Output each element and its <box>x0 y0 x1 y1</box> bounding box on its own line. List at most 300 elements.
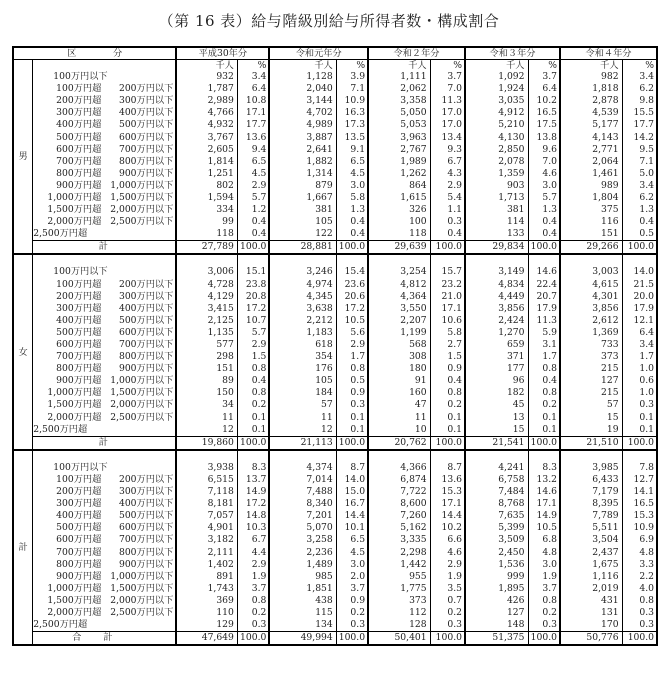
table-row <box>13 351 657 363</box>
count-cell: 4,901 <box>176 522 237 534</box>
bracket-to: 700万円以下 <box>118 143 174 155</box>
bracket-label <box>33 119 177 131</box>
pct-cell: 10.7 <box>237 315 269 327</box>
pct-cell: 2.7 <box>430 339 465 351</box>
pct-cell: 1.9 <box>237 571 269 583</box>
pct-cell: 1.2 <box>237 204 269 216</box>
pct-cell: 15.0 <box>336 486 368 498</box>
bracket-from: 300万円超 <box>56 498 102 510</box>
count-cell: 4,374 <box>269 462 336 474</box>
total-count-cell: 21,541 <box>465 436 528 450</box>
pct-cell: 0.3 <box>237 619 269 632</box>
bracket-label <box>33 266 177 278</box>
count-cell: 5,162 <box>368 522 430 534</box>
bracket-from: 700万円超 <box>56 546 102 558</box>
bracket-label <box>33 387 177 399</box>
unit-row <box>13 60 657 72</box>
bracket-to: 500万円以下 <box>118 314 174 326</box>
pct-cell: 17.7 <box>237 119 269 131</box>
count-cell: 1,667 <box>269 192 336 204</box>
total-count-cell: 29,639 <box>368 241 430 255</box>
pct-cell: 6.5 <box>237 156 269 168</box>
count-cell: 7,057 <box>176 510 237 522</box>
pct-cell: 3.4 <box>622 339 657 351</box>
count-cell: 4,129 <box>176 291 237 303</box>
bracket-to: 700万円以下 <box>118 534 174 546</box>
pct-cell: 5.7 <box>237 327 269 339</box>
table-row <box>13 498 657 510</box>
count-cell: 170 <box>560 619 622 632</box>
pct-cell: 0.2 <box>430 607 465 619</box>
count-cell: 114 <box>465 216 528 228</box>
count-cell: 1,442 <box>368 559 430 571</box>
count-cell: 4,539 <box>560 107 622 119</box>
pct-cell: 0.3 <box>622 619 657 632</box>
count-cell: 15 <box>560 412 622 424</box>
pct-cell: 7.8 <box>622 462 657 474</box>
total-pct-cell: 100.0 <box>237 241 269 255</box>
bracket-to: 2,000万円以下 <box>110 399 174 411</box>
pct-cell: 20.8 <box>237 291 269 303</box>
unit-pct: % <box>430 60 465 72</box>
bracket-from: 100万円以下 <box>53 266 108 278</box>
total-count-cell: 19,860 <box>176 436 237 450</box>
count-cell: 34 <box>176 399 237 411</box>
pct-cell: 1.1 <box>430 204 465 216</box>
bracket-to: 1,500万円以下 <box>110 387 174 399</box>
bracket-label <box>33 498 177 510</box>
unit-count <box>560 254 622 266</box>
total-pct-cell: 100.0 <box>528 436 560 450</box>
bracket-from: 600万円超 <box>56 143 102 155</box>
count-cell: 4,345 <box>269 291 336 303</box>
count-cell: 373 <box>368 595 430 607</box>
bracket-label <box>33 571 177 583</box>
count-cell: 1,787 <box>176 83 237 95</box>
pct-cell: 0.3 <box>336 619 368 632</box>
table-row <box>13 595 657 607</box>
pct-cell: 10.6 <box>430 315 465 327</box>
count-cell: 10 <box>368 424 430 437</box>
pct-cell: 5.7 <box>528 192 560 204</box>
bracket-to: 1,000万円以下 <box>110 375 174 387</box>
total-count-cell: 27,789 <box>176 241 237 255</box>
count-cell: 128 <box>368 619 430 632</box>
bracket-from: 600万円超 <box>56 534 102 546</box>
bracket-from: 900万円超 <box>56 179 102 191</box>
count-cell: 6,758 <box>465 474 528 486</box>
count-cell: 8,340 <box>269 498 336 510</box>
unit-count <box>269 254 336 266</box>
bracket-to: 300万円以下 <box>118 290 174 302</box>
count-cell: 1,594 <box>176 192 237 204</box>
count-cell: 4,812 <box>368 279 430 291</box>
pct-cell: 23.2 <box>430 279 465 291</box>
bracket-label <box>33 399 177 411</box>
pct-cell: 0.2 <box>237 399 269 411</box>
unit-count: 千人 <box>176 60 237 72</box>
bracket-to: 300万円以下 <box>118 95 174 107</box>
pct-cell: 4.5 <box>336 168 368 180</box>
count-cell: 982 <box>560 71 622 83</box>
bracket-label <box>33 291 177 303</box>
count-cell: 1,675 <box>560 559 622 571</box>
count-cell: 932 <box>176 71 237 83</box>
count-cell: 5,210 <box>465 119 528 131</box>
year-header: 令和３年分 <box>465 47 560 60</box>
count-cell: 4,241 <box>465 462 528 474</box>
pct-cell: 0.4 <box>430 228 465 241</box>
unit-count: 千人 <box>560 60 622 72</box>
count-cell: 182 <box>465 387 528 399</box>
bracket-label <box>33 279 177 291</box>
pct-cell: 21.5 <box>622 279 657 291</box>
bracket-label <box>33 204 177 216</box>
pct-cell: 0.4 <box>237 216 269 228</box>
pct-cell: 0.8 <box>430 387 465 399</box>
count-cell: 4,728 <box>176 279 237 291</box>
count-cell: 4,834 <box>465 279 528 291</box>
pct-cell: 3.4 <box>237 71 269 83</box>
count-cell: 618 <box>269 339 336 351</box>
pct-cell: 23.8 <box>237 279 269 291</box>
bracket-from: 200万円超 <box>56 290 102 302</box>
count-cell: 7,118 <box>176 486 237 498</box>
bracket-to: 900万円以下 <box>118 363 174 375</box>
count-cell: 1,359 <box>465 168 528 180</box>
table-row <box>13 474 657 486</box>
pct-cell: 17.7 <box>622 119 657 131</box>
count-cell: 1,199 <box>368 327 430 339</box>
pct-cell: 15.4 <box>336 266 368 278</box>
bracket-from: 400万円超 <box>56 314 102 326</box>
count-cell: 802 <box>176 180 237 192</box>
total-count-cell: 29,834 <box>465 241 528 255</box>
pct-cell: 4.0 <box>622 583 657 595</box>
pct-cell: 2.2 <box>622 571 657 583</box>
count-cell: 381 <box>269 204 336 216</box>
pct-cell: 8.7 <box>336 462 368 474</box>
pct-cell: 0.1 <box>336 412 368 424</box>
salary-distribution-table <box>12 46 658 646</box>
pct-cell: 1.3 <box>622 204 657 216</box>
table-row <box>13 462 657 474</box>
unit-pct <box>528 254 560 266</box>
count-cell: 1,183 <box>269 327 336 339</box>
count-cell: 105 <box>269 375 336 387</box>
pct-cell: 1.7 <box>622 351 657 363</box>
count-cell: 15 <box>465 424 528 437</box>
bracket-label <box>33 619 177 632</box>
count-cell: 6,433 <box>560 474 622 486</box>
count-cell: 4,989 <box>269 119 336 131</box>
count-cell: 110 <box>176 607 237 619</box>
bracket-label <box>33 559 177 571</box>
pct-cell: 0.8 <box>336 363 368 375</box>
pct-cell: 16.5 <box>622 498 657 510</box>
pct-cell: 1.7 <box>336 351 368 363</box>
bracket-to: 700万円以下 <box>118 339 174 351</box>
count-cell: 3,254 <box>368 266 430 278</box>
bracket-label <box>33 315 177 327</box>
pct-cell: 0.2 <box>430 399 465 411</box>
pct-cell: 10.2 <box>528 95 560 107</box>
pct-cell: 0.9 <box>336 387 368 399</box>
count-cell: 100 <box>368 216 430 228</box>
pct-cell: 0.4 <box>528 216 560 228</box>
count-cell: 1,989 <box>368 156 430 168</box>
bracket-to: 300万円以下 <box>118 486 174 498</box>
count-cell: 4,702 <box>269 107 336 119</box>
count-cell: 903 <box>465 180 528 192</box>
pct-cell: 11.3 <box>528 315 560 327</box>
pct-cell: 3.1 <box>528 339 560 351</box>
count-cell: 5,399 <box>465 522 528 534</box>
pct-cell: 8.3 <box>237 462 269 474</box>
table-row <box>13 510 657 522</box>
unit-pct <box>430 450 465 462</box>
pct-cell: 23.6 <box>336 279 368 291</box>
count-cell: 334 <box>176 204 237 216</box>
count-cell: 381 <box>465 204 528 216</box>
count-cell: 184 <box>269 387 336 399</box>
table-row <box>13 363 657 375</box>
count-cell: 7,201 <box>269 510 336 522</box>
count-cell: 57 <box>269 399 336 411</box>
pct-cell: 0.1 <box>528 412 560 424</box>
bracket-from: 1,500万円超 <box>47 594 102 606</box>
bracket-label <box>33 462 177 474</box>
unit-pct: % <box>528 60 560 72</box>
total-count-cell: 21,113 <box>269 436 336 450</box>
count-cell: 11 <box>176 412 237 424</box>
count-cell: 129 <box>176 619 237 632</box>
pct-cell: 3.3 <box>622 559 657 571</box>
count-cell: 2,424 <box>465 315 528 327</box>
count-cell: 151 <box>176 363 237 375</box>
pct-cell: 10.5 <box>528 522 560 534</box>
bracket-to: 400万円以下 <box>118 302 174 314</box>
count-cell: 999 <box>465 571 528 583</box>
pct-cell: 4.8 <box>622 546 657 558</box>
unit-count <box>465 254 528 266</box>
bracket-to: 900万円以下 <box>118 558 174 570</box>
count-cell: 4,449 <box>465 291 528 303</box>
unit-label-blank <box>33 450 177 462</box>
total-pct-cell: 100.0 <box>237 632 269 646</box>
count-cell: 371 <box>465 351 528 363</box>
bracket-to: 2,500万円以下 <box>110 606 174 618</box>
table-row <box>13 375 657 387</box>
pct-cell: 4.6 <box>430 546 465 558</box>
bracket-label <box>33 144 177 156</box>
pct-cell: 14.8 <box>237 510 269 522</box>
count-cell: 1,116 <box>560 571 622 583</box>
bracket-from: 200万円超 <box>56 95 102 107</box>
year-header: 令和元年分 <box>269 47 368 60</box>
count-cell: 1,775 <box>368 583 430 595</box>
pct-cell: 0.3 <box>528 619 560 632</box>
count-cell: 12 <box>269 424 336 437</box>
count-cell: 1,270 <box>465 327 528 339</box>
pct-cell: 1.0 <box>622 363 657 375</box>
pct-cell: 0.4 <box>430 375 465 387</box>
pct-cell: 0.8 <box>528 387 560 399</box>
bracket-label <box>33 327 177 339</box>
count-cell: 7,789 <box>560 510 622 522</box>
pct-cell: 1.3 <box>528 204 560 216</box>
pct-cell: 6.8 <box>528 534 560 546</box>
count-cell: 3,246 <box>269 266 336 278</box>
count-cell: 577 <box>176 339 237 351</box>
pct-cell: 0.4 <box>336 216 368 228</box>
table-row <box>13 607 657 619</box>
count-cell: 4,932 <box>176 119 237 131</box>
pct-cell: 4.3 <box>430 168 465 180</box>
table-row <box>13 71 657 83</box>
pct-cell: 5.4 <box>430 192 465 204</box>
unit-count <box>560 450 622 462</box>
pct-cell: 6.4 <box>622 327 657 339</box>
count-cell: 13 <box>465 412 528 424</box>
pct-cell: 1.5 <box>430 351 465 363</box>
pct-cell: 10.9 <box>622 522 657 534</box>
table-row <box>13 95 657 107</box>
count-cell: 12 <box>176 424 237 437</box>
total-count-cell: 50,776 <box>560 632 622 646</box>
total-label: 計 <box>33 241 177 255</box>
count-cell: 176 <box>269 363 336 375</box>
pct-cell: 13.2 <box>528 474 560 486</box>
count-cell: 2,125 <box>176 315 237 327</box>
count-cell: 160 <box>368 387 430 399</box>
pct-cell: 12.7 <box>622 474 657 486</box>
count-cell: 8,181 <box>176 498 237 510</box>
pct-cell: 13.6 <box>237 131 269 143</box>
unit-pct <box>336 254 368 266</box>
bracket-label <box>33 424 177 437</box>
pct-cell: 15.7 <box>430 266 465 278</box>
unit-pct <box>622 254 657 266</box>
count-cell: 4,301 <box>560 291 622 303</box>
year-header: 令和４年分 <box>560 47 657 60</box>
bracket-to: 500万円以下 <box>118 510 174 522</box>
pct-cell: 1.3 <box>336 204 368 216</box>
pct-cell: 9.8 <box>622 95 657 107</box>
table-title: （第 16 表）給与階級別給与所得者数・構成割合 <box>158 12 500 30</box>
pct-cell: 2.0 <box>336 571 368 583</box>
bracket-from: 800万円超 <box>56 363 102 375</box>
pct-cell: 22.4 <box>528 279 560 291</box>
pct-cell: 5.7 <box>237 192 269 204</box>
pct-cell: 13.5 <box>336 131 368 143</box>
count-cell: 6,515 <box>176 474 237 486</box>
count-cell: 3,509 <box>465 534 528 546</box>
unit-count: 千人 <box>465 60 528 72</box>
pct-cell: 14.2 <box>622 131 657 143</box>
count-cell: 4,766 <box>176 107 237 119</box>
pct-cell: 16.7 <box>336 498 368 510</box>
pct-cell: 0.2 <box>237 607 269 619</box>
pct-cell: 17.2 <box>336 303 368 315</box>
pct-cell: 3.0 <box>528 180 560 192</box>
table-row <box>13 339 657 351</box>
bracket-label <box>33 510 177 522</box>
table-row <box>13 83 657 95</box>
count-cell: 19 <box>560 424 622 437</box>
pct-cell: 17.1 <box>237 107 269 119</box>
pct-cell: 7.0 <box>528 156 560 168</box>
count-cell: 1,262 <box>368 168 430 180</box>
pct-cell: 0.6 <box>622 375 657 387</box>
pct-cell: 0.5 <box>336 375 368 387</box>
pct-cell: 2.9 <box>237 180 269 192</box>
pct-cell: 15.5 <box>622 107 657 119</box>
pct-cell: 13.6 <box>430 474 465 486</box>
pct-cell: 14.4 <box>430 510 465 522</box>
count-cell: 2,236 <box>269 546 336 558</box>
count-cell: 1,814 <box>176 156 237 168</box>
pct-cell: 8.3 <box>528 462 560 474</box>
count-cell: 3,335 <box>368 534 430 546</box>
section-label: 男 <box>13 60 33 255</box>
count-cell: 5,050 <box>368 107 430 119</box>
count-cell: 2,605 <box>176 144 237 156</box>
bracket-to: 200万円以下 <box>118 473 174 485</box>
pct-cell: 6.2 <box>622 83 657 95</box>
total-pct-cell: 100.0 <box>528 241 560 255</box>
pct-cell: 16.5 <box>528 107 560 119</box>
count-cell: 1,851 <box>269 583 336 595</box>
count-cell: 180 <box>368 363 430 375</box>
total-pct-cell: 100.0 <box>430 241 465 255</box>
pct-cell: 17.9 <box>622 303 657 315</box>
count-cell: 891 <box>176 571 237 583</box>
count-cell: 4,615 <box>560 279 622 291</box>
unit-count: 千人 <box>368 60 430 72</box>
bracket-from: 2,500万円超 <box>33 423 88 435</box>
pct-cell: 0.8 <box>622 595 657 607</box>
pct-cell: 3.0 <box>336 180 368 192</box>
pct-cell: 4.5 <box>336 546 368 558</box>
count-cell: 2,767 <box>368 144 430 156</box>
pct-cell: 0.8 <box>237 363 269 375</box>
count-cell: 2,771 <box>560 144 622 156</box>
pct-cell: 17.5 <box>528 119 560 131</box>
total-count-cell: 21,510 <box>560 436 622 450</box>
bracket-to: 1,500万円以下 <box>110 191 174 203</box>
bracket-to: 200万円以下 <box>118 83 174 95</box>
unit-pct <box>528 450 560 462</box>
bracket-from: 1,000万円超 <box>47 582 102 594</box>
pct-cell: 6.5 <box>336 534 368 546</box>
count-cell: 4,130 <box>465 131 528 143</box>
pct-cell: 1.9 <box>430 571 465 583</box>
count-cell: 4,912 <box>465 107 528 119</box>
count-cell: 177 <box>465 363 528 375</box>
bracket-to: 400万円以下 <box>118 107 174 119</box>
total-pct-cell: 100.0 <box>622 241 657 255</box>
count-cell: 2,450 <box>465 546 528 558</box>
count-cell: 3,856 <box>560 303 622 315</box>
pct-cell: 7.0 <box>430 83 465 95</box>
table-row <box>13 327 657 339</box>
bracket-from: 2,000万円超 <box>47 411 102 423</box>
total-pct-cell: 100.0 <box>336 632 368 646</box>
pct-cell: 9.1 <box>336 144 368 156</box>
count-cell: 148 <box>465 619 528 632</box>
pct-cell: 15.3 <box>430 486 465 498</box>
